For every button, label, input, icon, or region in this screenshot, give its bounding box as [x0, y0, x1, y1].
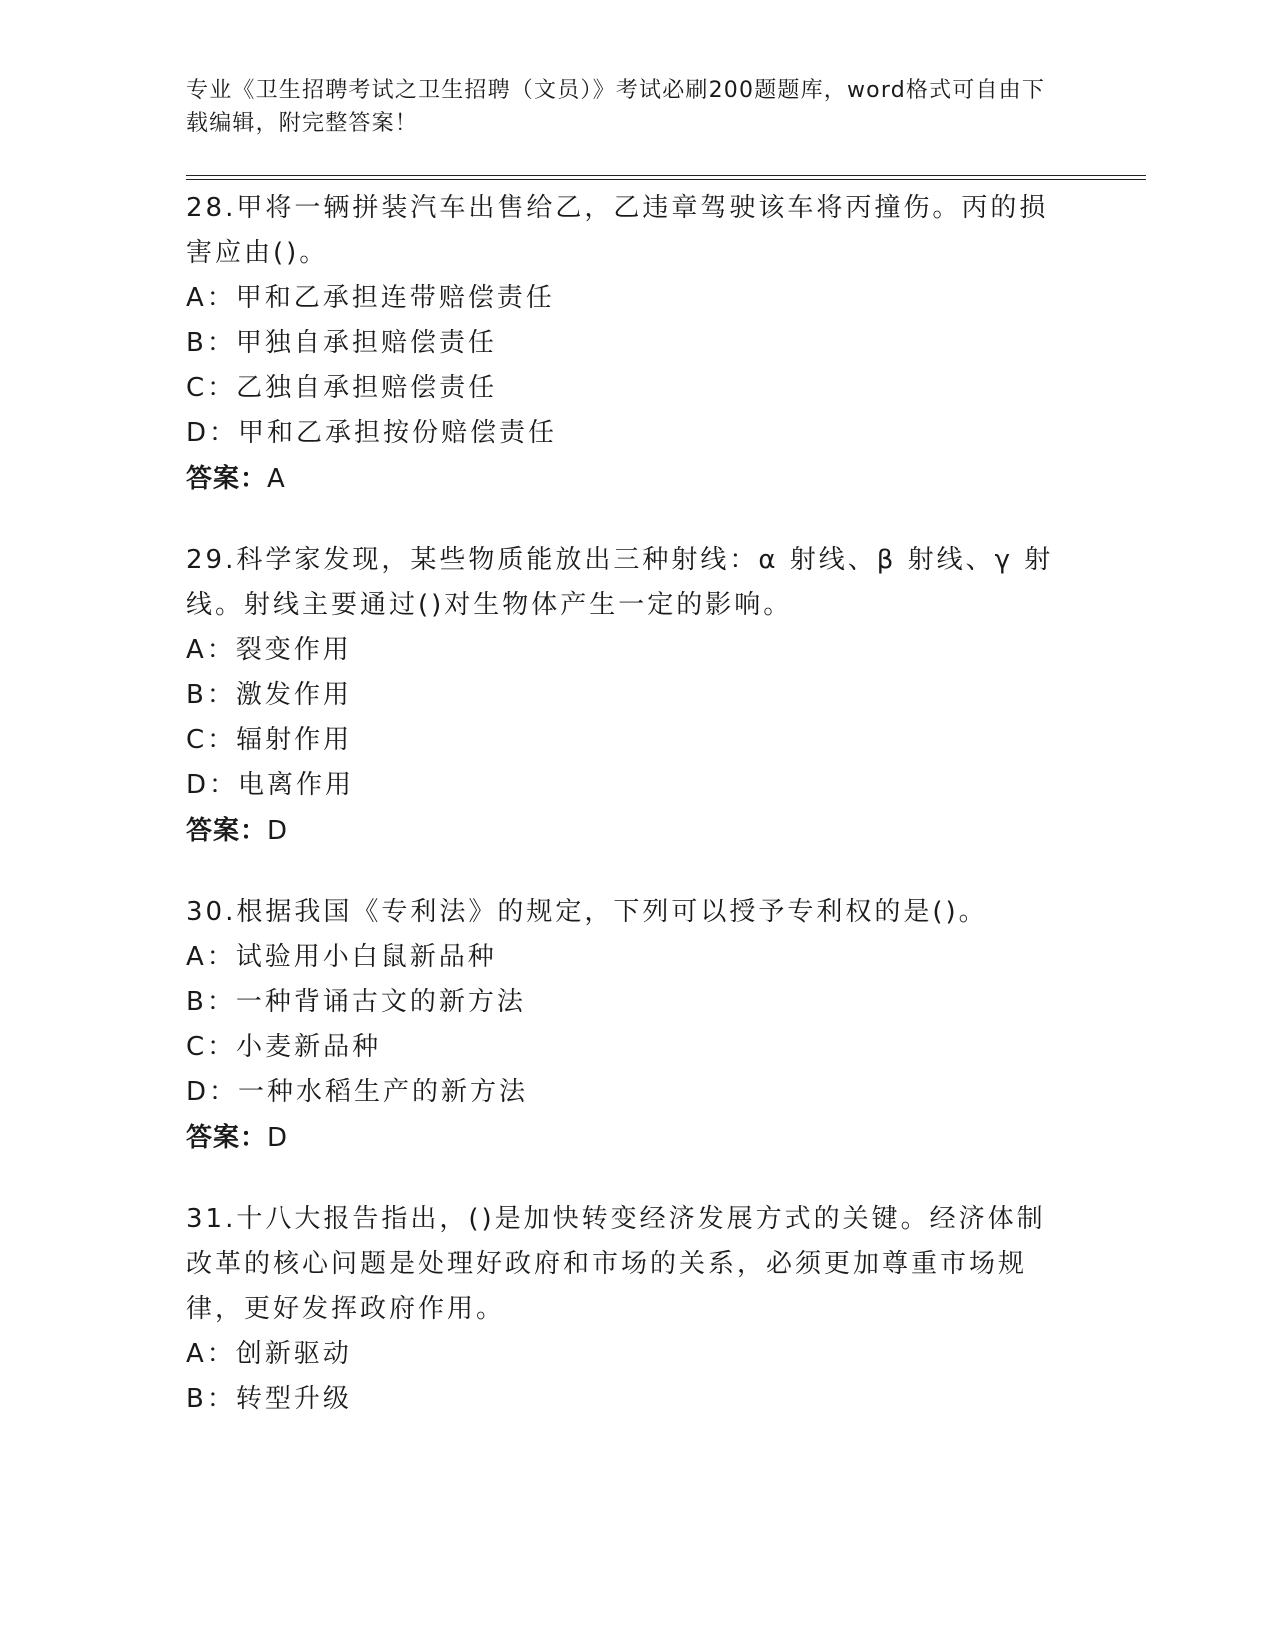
option-d: D：电离作用: [186, 770, 355, 800]
question-text: 29.科学家发现，某些物质能放出三种射线：α 射线、β 射线、γ 射线。射线主要通过()对生物体产生一定的影响。: [186, 545, 1054, 620]
document-header: 专业《卫生招聘考试之卫生招聘（文员）》考试必刷200题题库，word格式可自由下载编辑，附完整答案！: [186, 78, 1046, 136]
option-b: B：一种背诵古文的新方法: [186, 987, 526, 1017]
option-a: A：裂变作用: [186, 635, 352, 665]
document-page: [186, 0, 1146, 1650]
answer: [186, 808, 1066, 854]
question-list: [186, 186, 1066, 1458]
answer-value: A: [267, 464, 286, 494]
question-28: [186, 186, 1066, 502]
question-30: [186, 890, 1066, 1161]
option-b: B：激发作用: [186, 680, 352, 710]
answer: [186, 456, 1066, 502]
answer-label: 答案：: [186, 1123, 268, 1153]
option-a: A：甲和乙承担连带赔偿责任: [186, 283, 555, 313]
question-29: [186, 538, 1066, 854]
answer: [186, 1115, 1066, 1161]
answer-value: D: [267, 1123, 289, 1153]
option-a: A：创新驱动: [186, 1339, 352, 1369]
option-c: C：乙独自承担赔偿责任: [186, 373, 498, 403]
option-d: D：一种水稻生产的新方法: [186, 1077, 529, 1107]
option-c: C：辐射作用: [186, 725, 353, 755]
option-b: B：甲独自承担赔偿责任: [186, 328, 497, 358]
option-b: B：转型升级: [186, 1384, 352, 1414]
question-text: 30.根据我国《专利法》的规定，下列可以授予专利权的是()。: [186, 897, 988, 927]
answer-label: 答案：: [186, 816, 268, 846]
answer-label: 答案：: [186, 464, 268, 494]
answer-value: D: [267, 816, 289, 846]
question-text: 28.甲将一辆拼装汽车出售给乙，乙违章驾驶该车将丙撞伤。丙的损害应由()。: [186, 193, 1049, 268]
question-31: [186, 1197, 1066, 1422]
option-a: A：试验用小白鼠新品种: [186, 942, 497, 972]
question-text: 31.十八大报告指出，()是加快转变经济发展方式的关键。经济体制改革的核心问题是处理好政府和市场的关系，必须更加尊重市场规律，更好发挥政府作用。: [186, 1204, 1046, 1324]
header-divider: [186, 175, 1146, 180]
option-c: C：小麦新品种: [186, 1032, 382, 1062]
option-d: D：甲和乙承担按份赔偿责任: [186, 418, 558, 448]
